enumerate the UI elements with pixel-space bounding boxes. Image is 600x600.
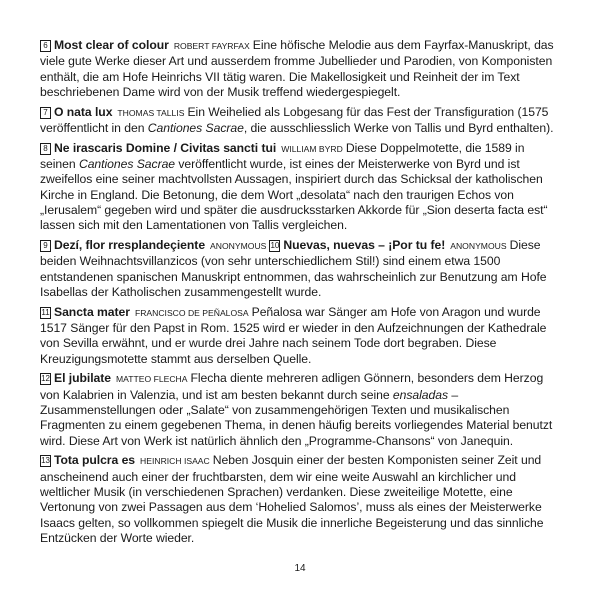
track-title: Most clear of colour bbox=[54, 38, 169, 52]
track-notes bbox=[40, 38, 560, 551]
track-entry-12 bbox=[40, 371, 560, 448]
track-description: Ein Weihelied als Lobgesang für das Fest der Transfiguration (1575 veröffentlicht in den bbox=[40, 104, 549, 135]
track-title: Tota pulcra es bbox=[54, 453, 136, 468]
track-description: Diese Doppelmotette, die 1589 in seinen bbox=[40, 140, 525, 172]
composer-2: ANONYMOUS bbox=[450, 241, 507, 252]
track-number: 7 bbox=[40, 107, 51, 119]
track-entry-11 bbox=[40, 305, 560, 367]
track-description: Eine höfische Melodie aus dem Fayrfax-Manuskript, das viele gute Werke dieser Art und ausserdem fromme Jubellieder und Parodien, von Komponisten enthält, die am Hofe Heinrichs VII tätig waren. Die Makellosigkeit und Reinheit der im Text beschriebenen Dame wird von der Musik treffend wiedergespiegelt. bbox=[40, 38, 554, 99]
track-number: 6 bbox=[40, 40, 51, 52]
track-title: O nata lux bbox=[54, 104, 113, 119]
composer: ROBERT FAYRFAX bbox=[173, 41, 250, 51]
composer: ANONYMOUS bbox=[210, 241, 267, 252]
genre-term: ensaladas bbox=[392, 387, 449, 402]
track-number: 9 bbox=[40, 240, 51, 252]
publication-title: Cantiones Sacrae bbox=[147, 120, 244, 135]
track-title: Dezí, flor rresplandeçiente bbox=[54, 238, 206, 253]
track-title: Sancta mater bbox=[54, 304, 130, 319]
track-description-cont: veröffentlicht wurde, ist eines der Meisterwerke von Byrd und ist zweifellos eine seiner machtvollsten Aussagen, inspiriert durch das Schicksal der katholischen Kirche in England. Die Betonung, die dem Wort „desolata“ nach den traurigen Echos von „Ierusalem“ gegeben wird und später die ausdrucksstarken Akkorde für „Sion deserta facta est“ lassen sich mit den Lamentationen von Tallis vergleichen. bbox=[40, 157, 548, 233]
track-number: 11 bbox=[41, 307, 50, 317]
page-number: 14 bbox=[294, 563, 306, 574]
composer: MATTEO FLECHA bbox=[116, 374, 188, 385]
track-number: 8 bbox=[40, 143, 51, 155]
track-description: Flecha diente mehreren adligen Gönnern, besonders dem Herzog von Kalabrien in Valenzia, und ist am besten bekannt durch seine bbox=[40, 371, 544, 402]
track-entry-13 bbox=[40, 453, 560, 546]
track-title: Ne irascaris Domine / Civitas sancti tui bbox=[54, 140, 277, 155]
track-number: 12 bbox=[41, 374, 50, 384]
track-description-cont: – Zusammenstellungen oder „Salate“ von zusammengehörigen Texten und musikalischen Fragmenten zu einem gegebenen Thema, in denen häufig bereits vorliegendes Material benutzt wird. Diese Art von Werk ist natürlich ähnlich den „Programme-Chansons“ von Janequin. bbox=[40, 387, 553, 448]
track-entry-8 bbox=[40, 141, 560, 234]
composer: FRANCISCO DE PEÑALOSA bbox=[134, 307, 249, 318]
publication-title: Cantiones Sacrae bbox=[78, 157, 176, 172]
composer: THOMAS TALLIS bbox=[117, 107, 185, 118]
track-entry-7 bbox=[40, 105, 560, 137]
composer: WILLIAM BYRD bbox=[281, 143, 343, 154]
track-title: El jubilate bbox=[54, 371, 112, 386]
track-description: Neben Josquin einer der besten Komponisten seiner Zeit und anscheinend auch einer der fruchtbarsten, dem wir eine weite Auswahl an kirchlicher und weltlicher Musik (in verschiedenen Sprachen) verdanken. Diese zweiteilige Motette, eine Vertonung von zwei Passagen aus dem ‘Hohelied Salomos’, muss als eines der Meisterwerke Isaacs gelten, so vollkommen spiegelt die Musik die innerliche Begeisterung und das sinnliche Entzücken der Worte wieder. bbox=[40, 453, 544, 545]
track-description: Peñalosa war Sänger am Hofe von Aragon und wurde 1517 Sänger für den Papst in Rom. 1525 wird er wieder in den Aufzeichnungen der Kathedrale von Sevilla erwähnt, und er wurde drei Jahre nach seinem Tode dort begraben. Diese Kreuzigungsmotette stammt aus derselben Quelle. bbox=[40, 304, 547, 366]
track-description: Diese beiden Weihnachtsvillanzicos (von sehr unterschiedlichem Stil!) sind einem etwa 1500 entstandenen spanischen Manuskript entnommen, das wahrscheinlich zur Benutzung am Hofe Isabellas der Katholischen zusammengestellt wurde. bbox=[40, 238, 547, 299]
composer: HEINRICH ISAAC bbox=[140, 456, 210, 467]
track-description-cont: , die ausschliesslich Werke von Tallis und Byrd enthalten). bbox=[243, 120, 554, 135]
track-number: 13 bbox=[41, 456, 50, 466]
track-entry-6 bbox=[40, 38, 560, 100]
track-title-2: Nuevas, nuevas – ¡Por tu fe! bbox=[283, 238, 446, 253]
track-entry-9-10 bbox=[40, 238, 560, 300]
track-number-2: 10 bbox=[270, 241, 280, 251]
